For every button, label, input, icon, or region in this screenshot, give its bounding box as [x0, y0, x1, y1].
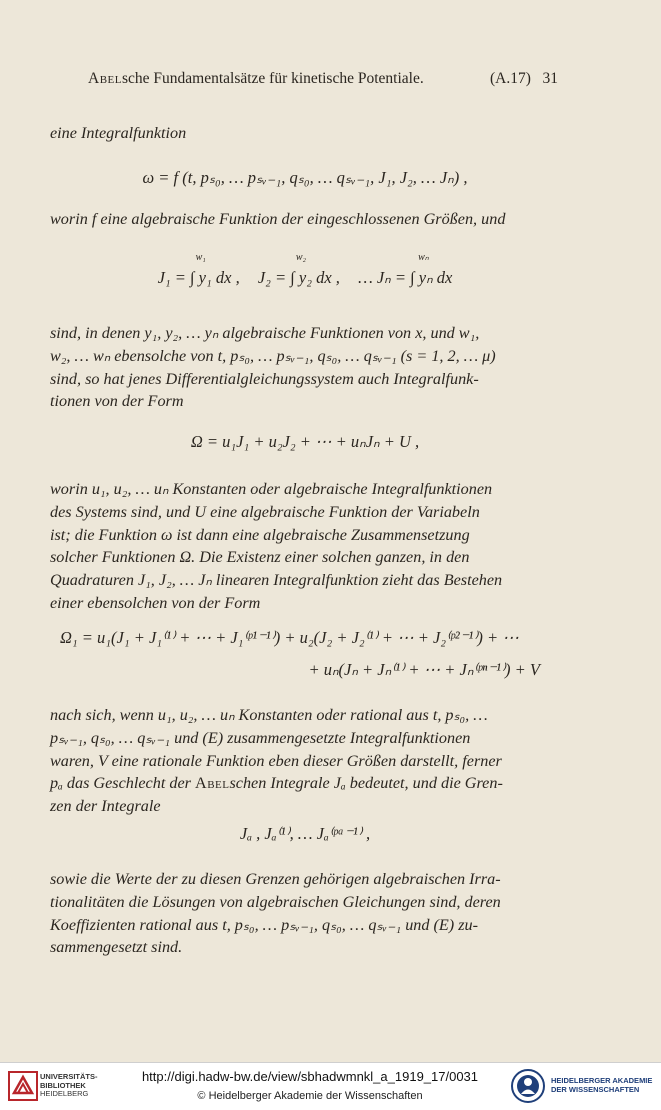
paragraph-3-line-2: w₂, … wₙ ebensolche von t, pₛ₀, … pₛᵥ₋₁, qₛ₀, … qₛᵥ₋₁ (s = 1, 2, … μ)	[50, 346, 496, 365]
paragraph-4-line-2: des Systems sind, und U eine algebraische Funktion der Variabeln	[50, 502, 480, 521]
source-url-link[interactable]: http://digi.hadw-bw.de/view/sbhadwmnkl_a_1919_17/0031	[141, 1069, 479, 1084]
header-title: sche Fundamentalsätze für kinetische Potentiale.	[121, 70, 424, 87]
paragraph-5-author-caps: Abel	[195, 774, 230, 793]
ub-name-line-3: HEIDELBERG	[40, 1089, 89, 1098]
paragraph-3-line-4: tionen von der Form	[50, 392, 184, 411]
academy-seal-icon	[510, 1067, 546, 1105]
paragraph-5-line-5: zen der Integrale	[50, 797, 161, 816]
paragraph-6-line-1: sowie die Werte der zu diesen Grenzen gehörigen algebraischen Irra-	[50, 870, 501, 888]
integral-limit-n: wₙ	[418, 252, 429, 263]
ub-name-line-1: UNIVERSITÄTS-	[40, 1072, 98, 1081]
header-right	[490, 70, 558, 88]
paragraph-4-line-6: einer ebensolchen von der Form	[50, 593, 261, 612]
paragraph-4-line-3: ist; die Funktion ω ist dann eine algebraische Zusammensetzung	[50, 525, 470, 544]
ub-name-line-2: BIBLIOTHEK	[40, 1080, 86, 1090]
integral-j1: J₁ = ∫ y₁ dx ,	[157, 268, 240, 287]
paragraph-3-line-3: sind, so hat jenes Differentialgleichungssystem auch Integralfunk-	[50, 369, 479, 388]
viewer-footer	[0, 1062, 661, 1110]
paragraph-4-line-5: Quadraturen J₁, J₂, … Jₙ linearen Integralfunktion zieht das Bestehen	[50, 571, 503, 590]
paragraph-6-line-2: tionalitäten die Lösungen von algebraischen Gleichungen sind, deren	[50, 892, 501, 911]
paragraph-3	[50, 322, 560, 413]
header-author-caps: Abel	[88, 70, 122, 87]
paragraph-4	[50, 478, 560, 615]
paragraph-1: eine Integralfunktion	[50, 124, 187, 142]
university-library-logo-icon	[8, 1071, 38, 1101]
university-library-name	[40, 1073, 98, 1099]
academy-name-line-2: DER WISSENSCHAFTEN	[551, 1085, 640, 1094]
page-number: 31	[542, 70, 558, 87]
paragraph-6-line-4: sammengesetzt sind.	[50, 938, 183, 957]
paragraph-2: worin f eine algebraische Funktion der eingeschlossenen Größen, und	[50, 210, 506, 228]
formula-limits: Jₐ , Jₐ⁽¹⁾, … Jₐ⁽ᵖᵃ⁻¹⁾ ,	[239, 824, 371, 843]
copyright-notice: © Heidelberger Akademie der Wissenschaften	[197, 1090, 423, 1102]
paragraph-5-line-3: waren, V eine rationale Funktion eben dieser Größen darstellt, ferner	[50, 751, 502, 770]
paragraph-4-line-4: solcher Funktionen Ω. Die Existenz einer solchen ganzen, in den	[50, 548, 470, 567]
formula-integrals	[50, 252, 560, 306]
paragraph-6	[50, 868, 560, 959]
formula-omega-big: Ω = u₁J₁ + u₂J₂ + ⋯ + uₙJₙ + U ,	[190, 432, 420, 451]
paragraph-5-line-4-a: pₐ das Geschlecht der	[50, 774, 195, 793]
header-section: (A.17)	[489, 70, 531, 87]
paragraph-5-line-2: pₛᵥ₋₁, qₛ₀, … qₛᵥ₋₁ und (E) zusammengesetzte Integralfunktionen	[50, 728, 471, 747]
paragraph-5	[50, 704, 560, 818]
integral-j2: J₂ = ∫ y₂ dx ,	[257, 268, 340, 287]
paragraph-5-line-4-b: schen Integrale Jₐ bedeutet, und die Gren-	[229, 774, 503, 793]
academy-name	[551, 1076, 652, 1094]
paragraph-5-line-4	[50, 772, 560, 795]
integral-jn: … Jₙ = ∫ yₙ dx	[358, 268, 453, 287]
integral-limit-1: w₁	[195, 252, 206, 263]
paragraph-3-line-1: sind, in denen y₁, y₂, … yₙ algebraische Funktionen von x, und w₁,	[50, 324, 480, 342]
paragraph-4-line-1: worin u₁, u₂, … uₙ Konstanten oder algebraische Integralfunktionen	[50, 480, 493, 498]
running-header	[88, 70, 558, 88]
integral-limit-2: w₂	[295, 252, 306, 263]
paragraph-5-line-1: nach sich, wenn u₁, u₂, … uₙ Konstanten oder rational aus t, pₛ₀, …	[50, 706, 488, 724]
formula-omega: ω = f (t, pₛ₀, … pₛᵥ₋₁, qₛ₀, … qₛᵥ₋₁, J₁, J₂, … Jₙ) ,	[142, 168, 468, 187]
academy-name-line-1: HEIDELBERGER AKADEMIE	[551, 1076, 653, 1085]
paragraph-6-line-3: Koeffizienten rational aus t, pₛ₀, … pₛᵥ₋₁, qₛ₀, … qₛᵥ₋₁ und (E) zu-	[50, 915, 479, 934]
formula-omega1-line-2: + uₙ(Jₙ + Jₙ⁽¹⁾ + ⋯ + Jₙ⁽ᵖⁿ⁻¹⁾) + V	[308, 660, 540, 679]
formula-omega1-line-1: Ω₁ = u₁(J₁ + J₁⁽¹⁾ + ⋯ + J₁⁽ᵖ¹⁻¹⁾) + u₂(J₂ + J₂⁽¹⁾ + ⋯ + J₂⁽ᵖ²⁻¹⁾) + ⋯	[60, 628, 519, 647]
